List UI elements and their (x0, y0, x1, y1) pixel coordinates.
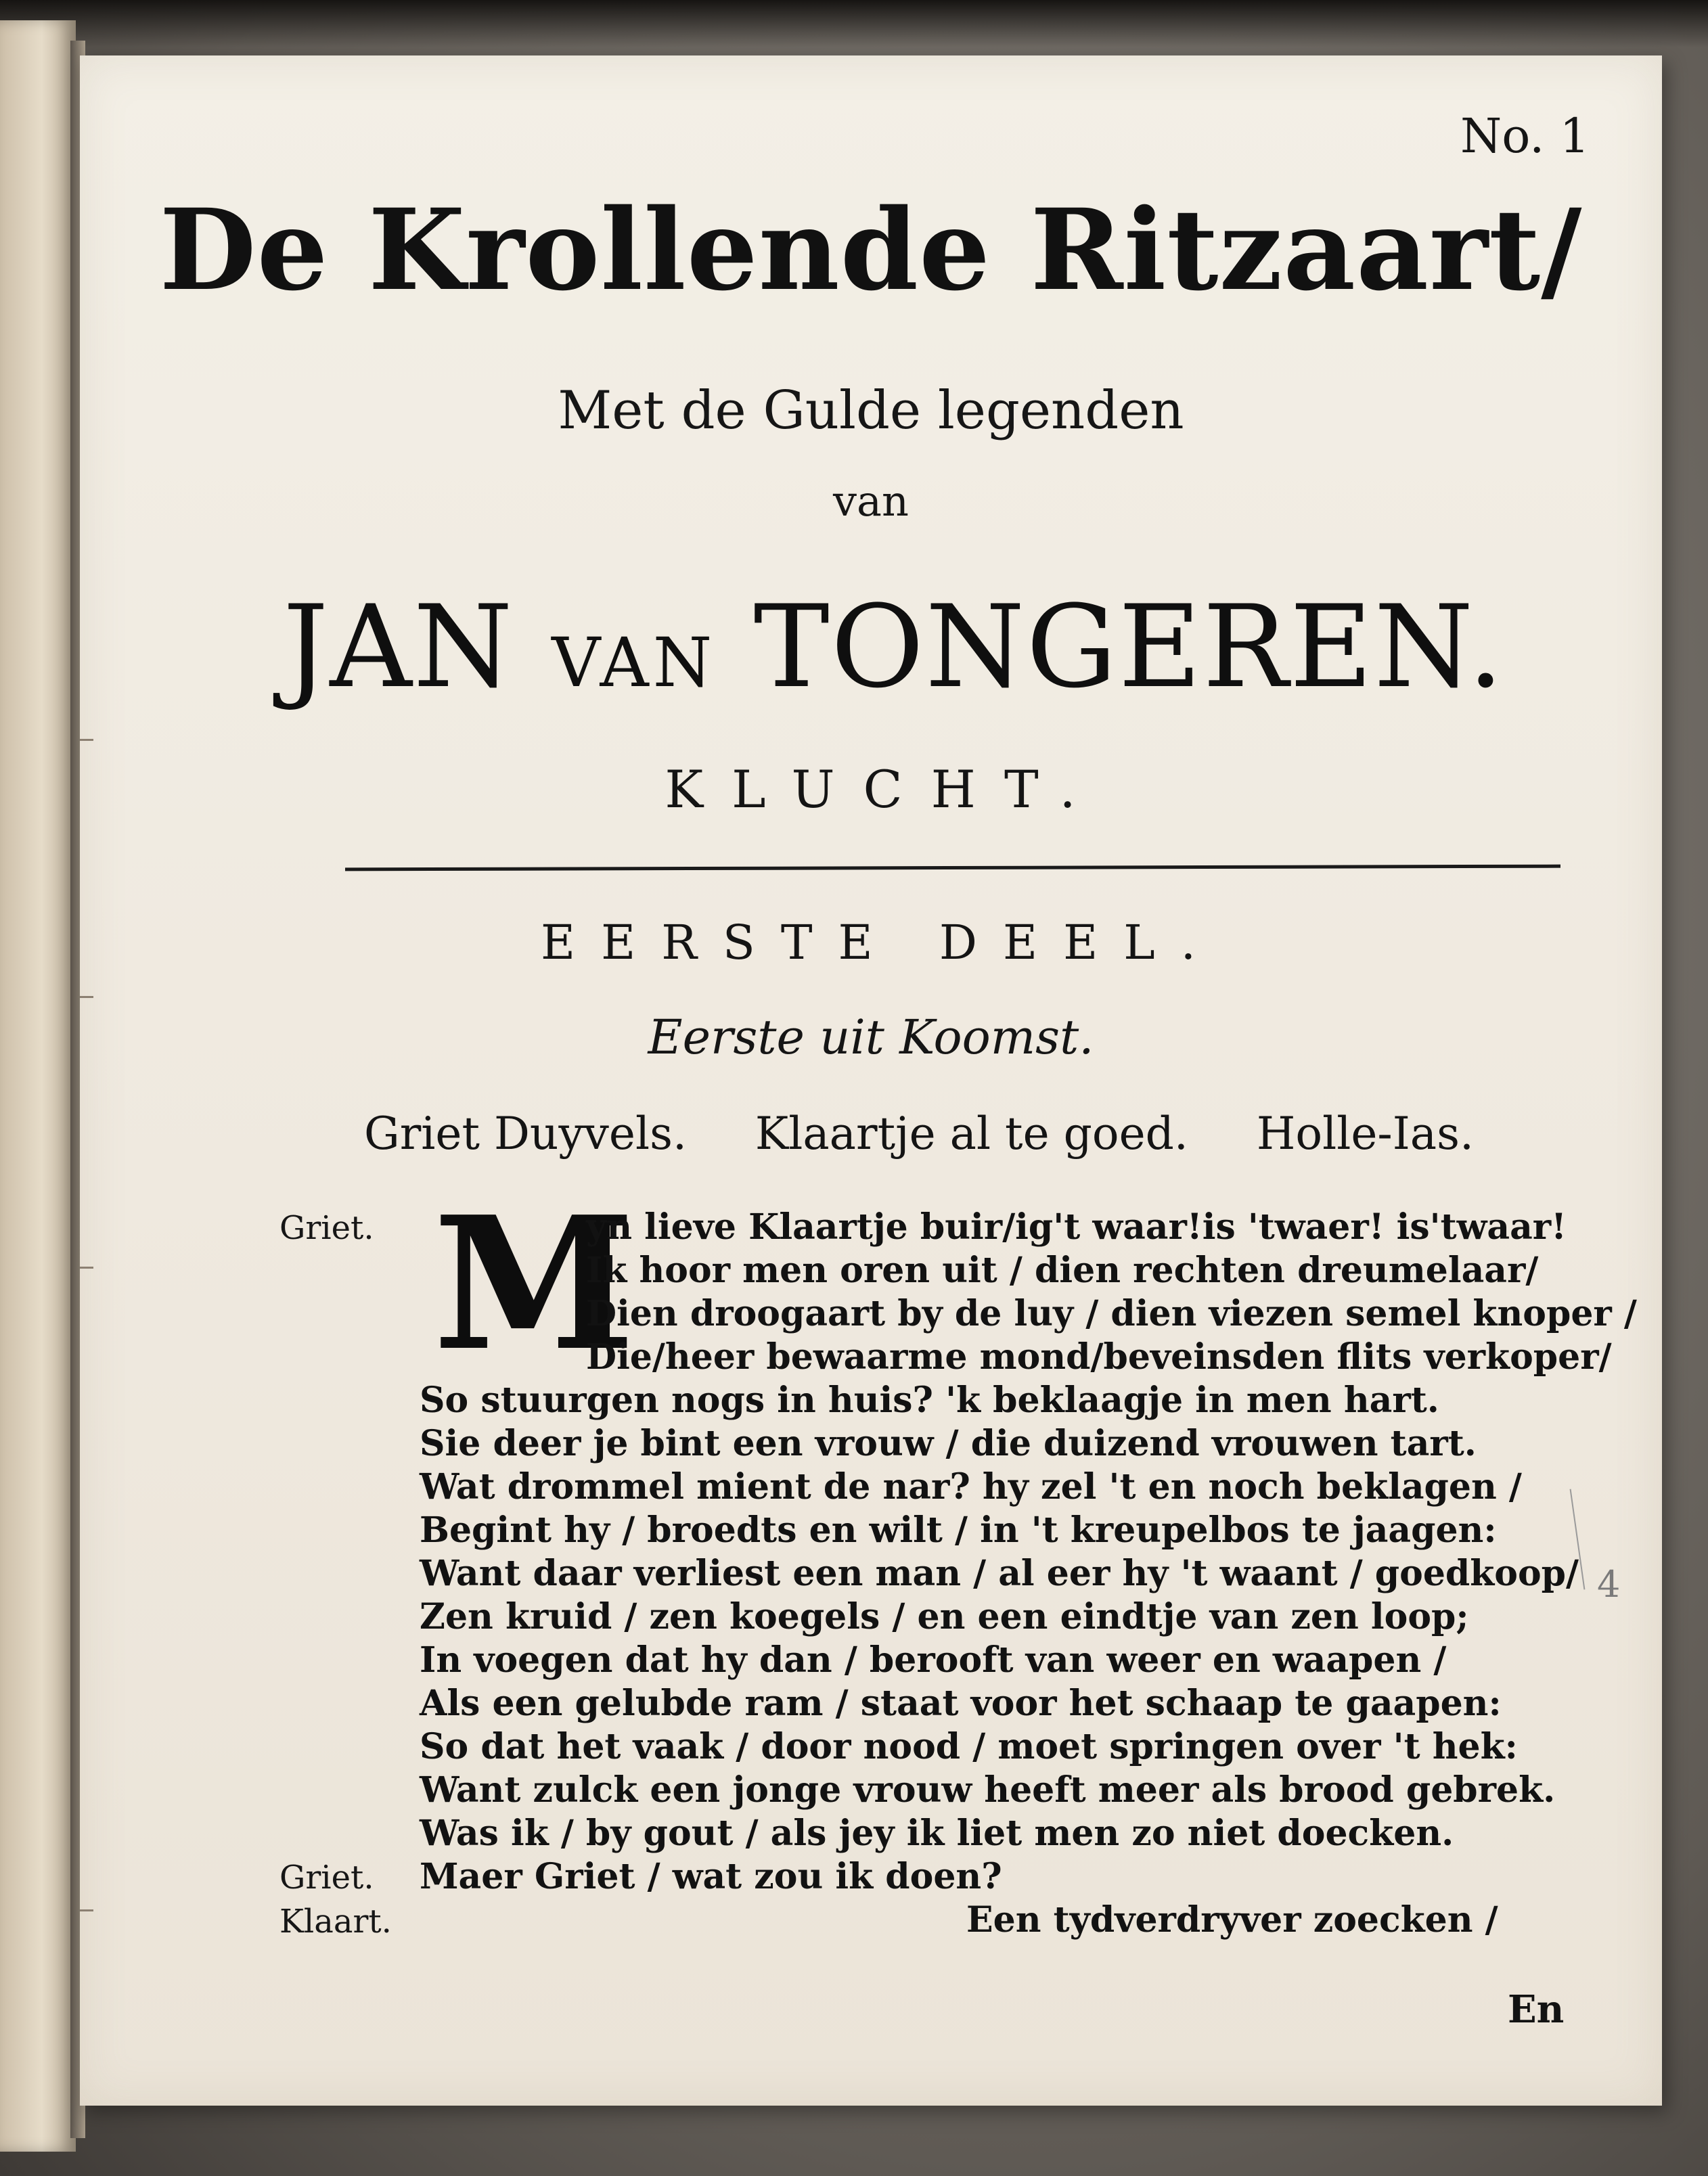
top-shadow (0, 0, 1708, 47)
person: Griet Duyvels. (364, 1108, 687, 1160)
author-name (283, 581, 1506, 713)
binding-stitch (80, 996, 93, 998)
horizontal-rule (345, 865, 1560, 871)
page-number: No. 1 (1460, 108, 1590, 164)
part-heading: EERSTE DEEL. (541, 915, 1221, 970)
verse-line: So stuurgen nogs in huis? 'k beklaagje in men hart. (420, 1380, 1439, 1421)
speaker-label: Klaart. (279, 1903, 392, 1941)
name-first: JAN (283, 581, 514, 713)
book-page (80, 55, 1662, 2106)
name-middle: VAN (552, 623, 717, 702)
subtitle: Met de Gulde legenden (558, 380, 1184, 441)
verse-line: Dien droogaart by de luy / dien viezen semel knoper / (586, 1293, 1637, 1334)
name-period: . (1467, 581, 1506, 713)
verse-line: Maer Griet / wat zou ik doen? (420, 1856, 1002, 1897)
verse-line: Was ik / by gout / als jey ik liet men zo niet doecken. (420, 1813, 1454, 1854)
speaker-label: Griet. (279, 1209, 374, 1247)
verse-line: Wat drommel mient de nar? hy zel 't en noch beklagen / (420, 1466, 1522, 1508)
verse-line: Die/heer bewaarme mond/beveinsden flits verkoper/ (586, 1336, 1612, 1378)
verse-line: Ik hoor men oren uit / dien rechten dreumelaar/ (586, 1250, 1539, 1291)
catchword: En (1508, 1987, 1565, 2032)
binding-stitch (80, 1909, 93, 1911)
person: Klaartje al te goed. (755, 1108, 1188, 1160)
verse-line: Zen kruid / zen koegels / en een eindtje van zen loop; (420, 1596, 1469, 1637)
binding-stitch (80, 1267, 93, 1269)
subtitle-van: van (833, 476, 909, 526)
drop-cap: M (433, 1176, 635, 1391)
binding-stitch (80, 739, 93, 741)
verse-line: Begint hy / broedts en wilt / in 't kreupelbos te jaagen: (420, 1510, 1497, 1551)
page-title: De Krollende Ritzaart/ (159, 184, 1583, 315)
verse-line: In voegen dat hy dan / berooft van weer en waapen / (420, 1639, 1447, 1681)
verse-line: So dat het vaak / door nood / moet springen over 't hek: (420, 1726, 1518, 1767)
verse-line: Een tydverdryver zoecken / (966, 1899, 1498, 1941)
verse-line: Sie deer je bint een vrouw / die duizend vrouwen tart. (420, 1423, 1477, 1464)
left-page-edge (0, 20, 76, 2152)
verse-line: Als een gelubde ram / staat voor het schaap te gaapen: (420, 1683, 1502, 1724)
scene-heading: Eerste uit Koomst. (648, 1010, 1094, 1065)
name-last: TONGEREN (753, 581, 1468, 713)
person: Holle-Ias. (1256, 1108, 1474, 1160)
verse-line: yn lieve Klaartje buir/ig't waar!is 'twaer! is'twaar! (586, 1206, 1567, 1248)
pencil-mark: 4 (1597, 1563, 1621, 1606)
dramatis-personae (364, 1108, 1474, 1160)
verse-line: Want zulck een jonge vrouw heeft meer als brood gebrek. (420, 1769, 1556, 1811)
verse-line: Want daar verliest een man / al eer hy 't waant / goedkoop/ (420, 1553, 1579, 1594)
genre-heading: KLUCHT. (665, 759, 1104, 819)
speaker-label: Griet. (279, 1859, 374, 1897)
